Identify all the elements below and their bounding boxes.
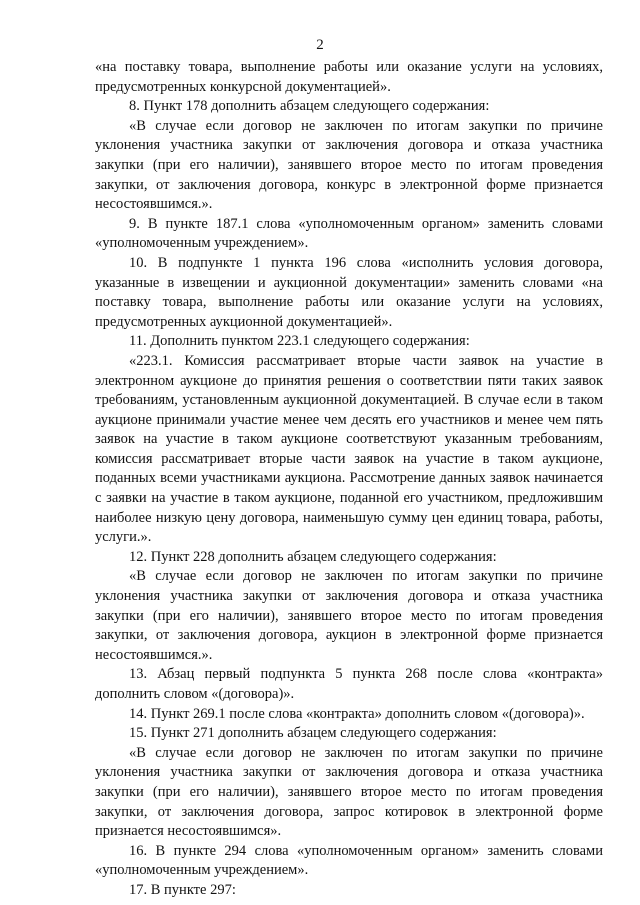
- paragraph-item-12: 12. Пункт 228 дополнить абзацем следующего содержания:: [129, 548, 497, 565]
- paragraph-item-15-quote: «В случае если договор не заключен по итогам закупки по причине уклонения участника закупки от заключения договора и отказа участника закупки (при его наличии), занявшего второе место по итогам проведения закупки, от заключения договора, запрос котировок в электронной форме признается несостоявшимся».: [95, 744, 603, 840]
- paragraph-item-11: 11. Дополнить пунктом 223.1 следующего содержания:: [129, 333, 470, 350]
- paragraph-item-8: 8. Пункт 178 дополнить абзацем следующего содержания:: [129, 98, 490, 115]
- paragraph-item-13: 13. Абзац первый подпункта 5 пункта 268 после слова «контракта» дополнить словом «(договора)».: [95, 666, 603, 702]
- paragraph-continuation: «на поставку товара, выполнение работы или оказание услуги на условиях, предусмотренных конкурсной документацией».: [95, 59, 603, 95]
- paragraph-item-14: 14. Пункт 269.1 после слова «контракта» дополнить словом «(договора)».: [129, 705, 585, 722]
- page-number: 2: [316, 37, 324, 53]
- paragraph-item-17: 17. В пункте 297:: [129, 881, 236, 898]
- document-body: [95, 58, 603, 901]
- paragraph-item-11-quote: «223.1. Комиссия рассматривает вторые части заявок на участие в электронном аукционе до принятия решения о соответствии пяти таких заявок требованиям, установленным аукционной документацией. В случае если в таком аукционе принимали участие менее чем десять его участников и менее чем пять заявок на участие в таком аукционе соответствуют указанным требованиям, комиссия рассматривает вторые части заявок на участие в таком аукционе, поданных всеми участниками аукциона. Рассмотрение данных заявок начинается с заявки на участие в таком аукционе, поданной его участником, предложившим наиболее низкую цену договора, наименьшую сумму цен единиц товара, работы, услуги.».: [95, 352, 603, 546]
- paragraph-item-9: 9. В пункте 187.1 слова «уполномоченным органом» заменить словами «уполномоченным учреждением».: [95, 215, 603, 252]
- paragraph-item-10: 10. В подпункте 1 пункта 196 слова «исполнить условия договора, указанные в извещении и аукционной документации» заменить словами «на поставку товара, выполнение работы или оказание услуги на условиях, предусмотренных аукционной документацией».: [95, 254, 603, 330]
- paragraph-item-12-quote: «В случае если договор не заключен по итогам закупки по причине уклонения участника закупки от заключения договора и отказа участника закупки (при его наличии), занявшего второе место по итогам проведения закупки, от заключения договора, аукцион в электронной форме признается несостоявшимся.».: [95, 568, 603, 663]
- paragraph-item-15: 15. Пункт 271 дополнить абзацем следующего содержания:: [129, 725, 497, 742]
- paragraph-item-16: 16. В пункте 294 слова «уполномоченным органом» заменить словами «уполномоченным учреждением».: [95, 842, 603, 879]
- paragraph-item-8-quote: «В случае если договор не заключен по итогам закупки по причине уклонения участника закупки от заключения договора и отказа участника закупки (при его наличии), занявшего второе место по итогам проведения закупки, от заключения договора, конкурс в электронной форме признается несостоявшимся.».: [95, 117, 603, 213]
